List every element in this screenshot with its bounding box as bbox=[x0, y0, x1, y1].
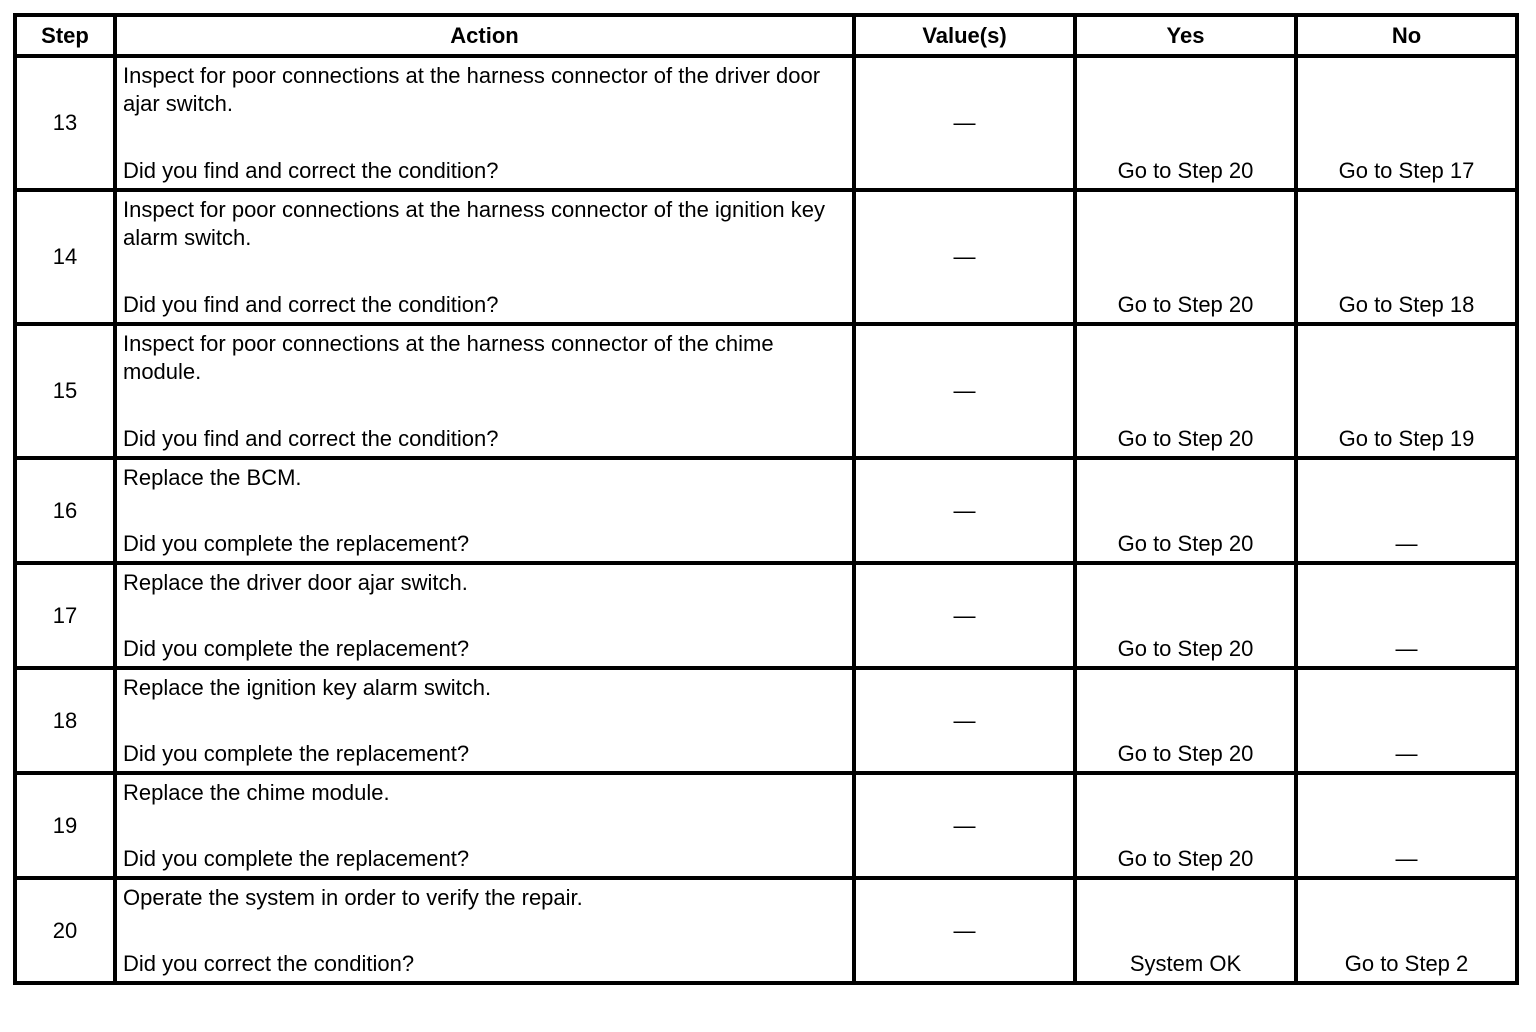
yes-cell bbox=[1075, 324, 1296, 458]
action-cell bbox=[115, 190, 854, 324]
step-number: 15 bbox=[15, 324, 115, 458]
no-result: Go to Step 17 bbox=[1338, 158, 1475, 183]
value-cell: — bbox=[854, 56, 1075, 190]
table-row bbox=[15, 878, 1517, 983]
no-cell bbox=[1296, 773, 1517, 878]
yes-result: Go to Step 20 bbox=[1117, 426, 1254, 451]
value-cell: — bbox=[854, 190, 1075, 324]
value-cell: — bbox=[854, 668, 1075, 773]
table-row bbox=[15, 324, 1517, 458]
action-cell bbox=[115, 56, 854, 190]
yes-cell bbox=[1075, 563, 1296, 668]
no-result: — bbox=[1395, 636, 1418, 661]
value-cell: — bbox=[854, 878, 1075, 983]
no-result: — bbox=[1395, 531, 1418, 556]
table-row bbox=[15, 773, 1517, 878]
action-cell bbox=[115, 324, 854, 458]
action-text: Replace the driver door ajar switch. bbox=[123, 570, 468, 595]
table-row bbox=[15, 458, 1517, 563]
header-step: Step bbox=[15, 15, 115, 56]
action-text: Replace the ignition key alarm switch. bbox=[123, 675, 492, 700]
yes-result: Go to Step 20 bbox=[1117, 846, 1254, 871]
no-result: Go to Step 19 bbox=[1338, 426, 1475, 451]
step-number: 18 bbox=[15, 668, 115, 773]
no-cell bbox=[1296, 190, 1517, 324]
no-cell bbox=[1296, 563, 1517, 668]
no-result: Go to Step 2 bbox=[1344, 951, 1469, 976]
action-text: Inspect for poor connections at the harness connector of the driver door ajar switch. bbox=[123, 63, 821, 116]
yes-cell bbox=[1075, 56, 1296, 190]
step-number: 14 bbox=[15, 190, 115, 324]
action-text: Replace the chime module. bbox=[123, 780, 390, 805]
no-cell bbox=[1296, 56, 1517, 190]
action-question: Did you complete the replacement? bbox=[123, 846, 470, 871]
header-yes: Yes bbox=[1075, 15, 1296, 56]
no-cell bbox=[1296, 324, 1517, 458]
yes-result: Go to Step 20 bbox=[1117, 292, 1254, 317]
value-cell: — bbox=[854, 563, 1075, 668]
action-cell bbox=[115, 773, 854, 878]
table-row bbox=[15, 190, 1517, 324]
yes-cell bbox=[1075, 668, 1296, 773]
no-result: Go to Step 18 bbox=[1338, 292, 1475, 317]
step-number: 20 bbox=[15, 878, 115, 983]
no-cell bbox=[1296, 458, 1517, 563]
action-cell bbox=[115, 563, 854, 668]
action-question: Did you complete the replacement? bbox=[123, 636, 470, 661]
yes-cell bbox=[1075, 458, 1296, 563]
yes-result: Go to Step 20 bbox=[1117, 636, 1254, 661]
no-result: — bbox=[1395, 846, 1418, 871]
action-question: Did you find and correct the condition? bbox=[123, 426, 499, 451]
action-text: Inspect for poor connections at the harness connector of the ignition key alarm switch. bbox=[123, 197, 825, 250]
action-question: Did you find and correct the condition? bbox=[123, 158, 499, 183]
action-question: Did you complete the replacement? bbox=[123, 741, 470, 766]
value-cell: — bbox=[854, 324, 1075, 458]
table-row bbox=[15, 563, 1517, 668]
action-question: Did you complete the replacement? bbox=[123, 531, 470, 556]
no-cell bbox=[1296, 878, 1517, 983]
header-values: Value(s) bbox=[854, 15, 1075, 56]
header-no: No bbox=[1296, 15, 1517, 56]
action-text: Inspect for poor connections at the harness connector of the chime module. bbox=[123, 331, 774, 384]
yes-cell bbox=[1075, 190, 1296, 324]
yes-result: Go to Step 20 bbox=[1117, 531, 1254, 556]
value-cell: — bbox=[854, 773, 1075, 878]
action-cell bbox=[115, 458, 854, 563]
no-cell bbox=[1296, 668, 1517, 773]
yes-cell bbox=[1075, 773, 1296, 878]
action-text: Replace the BCM. bbox=[123, 465, 302, 490]
action-text: Operate the system in order to verify the repair. bbox=[123, 885, 583, 910]
action-question: Did you correct the condition? bbox=[123, 951, 415, 976]
step-number: 13 bbox=[15, 56, 115, 190]
step-number: 16 bbox=[15, 458, 115, 563]
action-cell bbox=[115, 878, 854, 983]
action-cell bbox=[115, 668, 854, 773]
yes-result: Go to Step 20 bbox=[1117, 158, 1254, 183]
value-cell: — bbox=[854, 458, 1075, 563]
diagnostic-table bbox=[13, 13, 1519, 985]
no-result: — bbox=[1395, 741, 1418, 766]
yes-result: Go to Step 20 bbox=[1117, 741, 1254, 766]
header-action: Action bbox=[115, 15, 854, 56]
table-row bbox=[15, 56, 1517, 190]
header-row bbox=[15, 15, 1517, 56]
step-number: 17 bbox=[15, 563, 115, 668]
table-row bbox=[15, 668, 1517, 773]
yes-result: System OK bbox=[1129, 951, 1242, 976]
action-question: Did you find and correct the condition? bbox=[123, 292, 499, 317]
yes-cell bbox=[1075, 878, 1296, 983]
step-number: 19 bbox=[15, 773, 115, 878]
